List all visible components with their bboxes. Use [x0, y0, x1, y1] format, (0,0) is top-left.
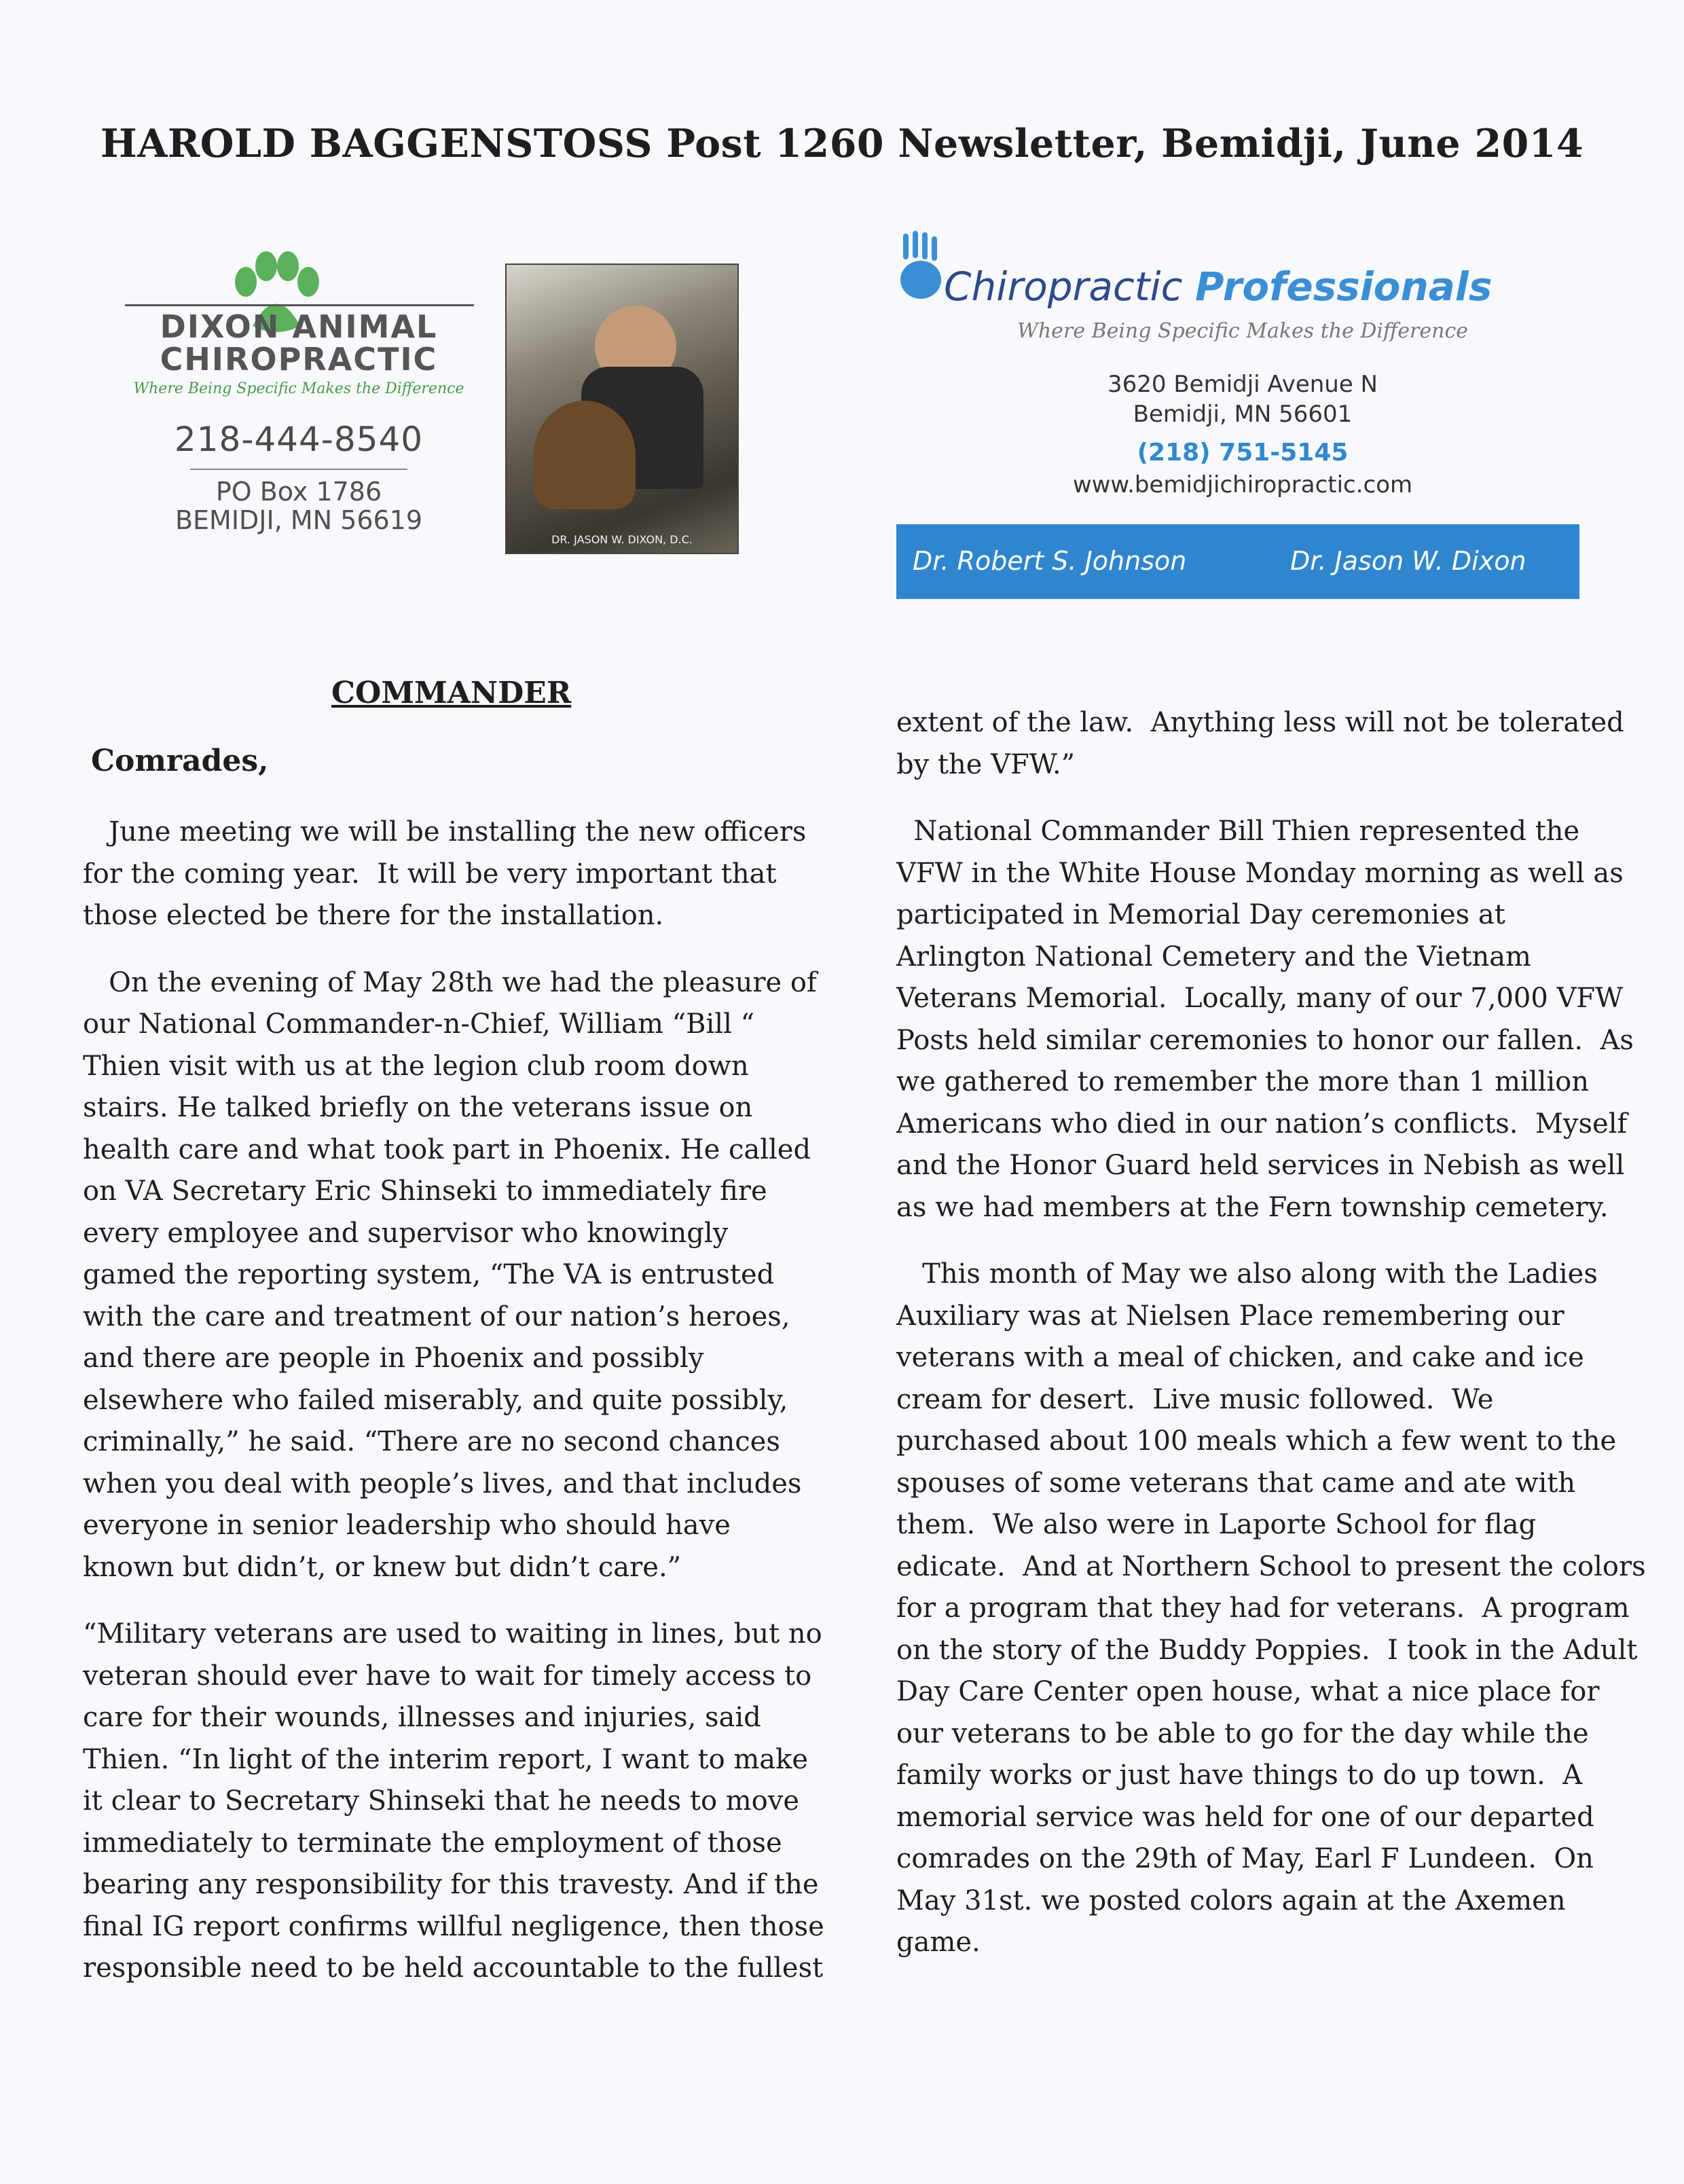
- divider: [125, 304, 474, 306]
- line: June meeting we will be installing the new officers: [83, 816, 807, 848]
- line: game.: [896, 1927, 981, 1958]
- line: on VA Secretary Eric Shinseki to immediately fire: [83, 1176, 767, 1207]
- line: edicate. And at Northern School to present the colors: [896, 1550, 1646, 1582]
- dixon-tagline: Where Being Specific Makes the Difference: [133, 380, 464, 397]
- line: them. We also were in Laporte School for flag: [896, 1509, 1537, 1540]
- line: Veterans Memorial. Locally, many of our 7,000 VFW: [896, 983, 1624, 1014]
- chiropractic-professionals-ad: [896, 231, 1589, 598]
- dixon-city: BEMIDJI, MN 56619: [175, 505, 423, 535]
- line: Day Care Center open house, what a nice place for: [896, 1676, 1600, 1707]
- article-greeting: Comrades,: [91, 744, 269, 778]
- line: Thien visit with us at the legion club room down: [83, 1050, 749, 1082]
- chiro-phone: (218) 751-5145: [1137, 439, 1349, 467]
- divider: [190, 469, 407, 470]
- line: On the evening of May 28th we had the pleasure of: [83, 966, 817, 998]
- line: Americans who died in our nation’s conflicts. Myself: [896, 1108, 1628, 1140]
- doctor-name-1: Dr. Robert S. Johnson: [913, 546, 1187, 576]
- line: care for their wounds, illnesses and injuries, said: [83, 1702, 761, 1733]
- doctor-photo: [505, 263, 739, 554]
- dixon-name-line-2: CHIROPRACTIC: [160, 341, 438, 378]
- line: stairs. He talked briefly on the veterans issue on: [83, 1092, 753, 1123]
- line: when you deal with people’s lives, and that includes: [83, 1468, 802, 1499]
- line: cream for desert. Live music followed. We: [896, 1383, 1494, 1415]
- article-heading: COMMANDER: [331, 676, 572, 710]
- photo-caption: DR. JASON W. DIXON, D.C.: [551, 533, 693, 546]
- line: May 31st. we posted colors again at the Axemen: [896, 1885, 1566, 1916]
- line: our National Commander-n-Chief, William “Bill “: [83, 1008, 755, 1040]
- line: bearing any responsibility for this travesty. And if the: [83, 1869, 819, 1900]
- line: those elected be there for the installation.: [83, 900, 664, 931]
- line: spouses of some veterans that came and ate with: [896, 1467, 1576, 1499]
- line: health care and what took part in Phoenix. He called: [83, 1133, 811, 1165]
- line: as we had members at the Fern township cemetery.: [896, 1191, 1609, 1223]
- article-right-column: [896, 702, 1646, 1964]
- line: for a program that they had for veterans. A program: [896, 1592, 1630, 1624]
- line: family works or just have things to do up town. A: [896, 1760, 1583, 1791]
- chiro-tagline: Where Being Specific Makes the Difference: [1017, 319, 1468, 343]
- chiro-city: Bemidji, MN 56601: [1133, 401, 1353, 428]
- line: VFW in the White House Monday morning as well as: [896, 857, 1624, 889]
- line: known but didn’t, or knew but didn’t care.”: [83, 1551, 682, 1583]
- paragraph: [83, 962, 817, 1589]
- newsletter-title: HAROLD BAGGENSTOSS Post 1260 Newsletter, Bemidji, June 2014: [100, 121, 1584, 166]
- line: criminally,” he said. “There are no second chances: [83, 1426, 780, 1457]
- line: “Military veterans are used to waiting in lines, but no: [83, 1618, 822, 1650]
- dixon-po-box: PO Box 1786: [215, 477, 382, 507]
- line: participated in Memorial Day ceremonies at: [896, 899, 1505, 930]
- line: responsible need to be held accountable to the fullest: [83, 1952, 824, 1984]
- line: extent of the law. Anything less will not be tolerated: [896, 707, 1624, 738]
- paragraph: [896, 811, 1634, 1228]
- line: and there are people in Phoenix and possibly: [83, 1343, 704, 1374]
- paragraph: [83, 812, 807, 937]
- paragraph: [896, 1254, 1646, 1964]
- line: This month of May we also along with the Ladies: [896, 1258, 1598, 1290]
- line: gamed the reporting system, “The VA is entrusted: [83, 1259, 775, 1290]
- line: National Commander Bill Thien represented the: [896, 816, 1580, 847]
- chiro-brand-part-2: Professionals: [1194, 263, 1493, 310]
- chiro-brand-part-1: Chiropractic: [944, 263, 1183, 310]
- doctor-name-2: Dr. Jason W. Dixon: [1290, 546, 1526, 576]
- line: everyone in senior leadership who should have: [83, 1510, 731, 1541]
- line: our veterans to be able to go for the day while the: [896, 1717, 1589, 1749]
- line: Thien. “In light of the interim report, I want to make: [83, 1743, 809, 1775]
- line: on the story of the Buddy Poppies. I took in the Adult: [896, 1634, 1638, 1666]
- line: by the VFW.”: [896, 748, 1076, 780]
- line: purchased about 100 meals which a few went to the: [896, 1425, 1617, 1457]
- chiro-doctors-bar: [896, 524, 1579, 599]
- line: we gathered to remember the more than 1 million: [896, 1066, 1590, 1097]
- line: memorial service was held for one of our departed: [896, 1801, 1594, 1833]
- line: final IG report confirms willful negligence, then those: [83, 1910, 824, 1942]
- paragraph: [896, 702, 1624, 786]
- chiro-brand-name: [944, 263, 1492, 310]
- paragraph: [83, 1614, 824, 1990]
- line: veteran should ever have to wait for timely access to: [83, 1660, 812, 1692]
- line: veterans with a meal of chicken, and cake and ice: [896, 1342, 1584, 1373]
- line: immediately to terminate the employment of those: [83, 1827, 782, 1859]
- line: elsewhere who failed miserably, and quite possibly,: [83, 1384, 788, 1416]
- dixon-name-line-1: DIXON ANIMAL: [160, 308, 438, 345]
- chiro-address: 3620 Bemidji Avenue N: [1108, 371, 1378, 398]
- line: comrades on the 29th of May, Earl F Lundeen. On: [896, 1843, 1594, 1874]
- dixon-phone: 218-444-8540: [174, 420, 424, 459]
- dixon-animal-chiropractic-ad: [109, 251, 489, 550]
- line: for the coming year. It will be very important that: [83, 858, 777, 890]
- chiro-website: www.bemidjichiropractic.com: [1072, 471, 1413, 498]
- line: and the Honor Guard held services in Nebish as well: [896, 1150, 1625, 1181]
- line: Posts held similar ceremonies to honor our fallen. As: [896, 1024, 1634, 1056]
- line: with the care and treatment of our nation’s heroes,: [83, 1300, 790, 1332]
- article-left-column: [83, 812, 824, 1990]
- hand-print-icon: [896, 231, 951, 306]
- line: Arlington National Cemetery and the Vietnam: [896, 941, 1531, 972]
- line: Auxiliary was at Nielsen Place remembering our: [896, 1300, 1564, 1332]
- line: it clear to Secretary Shinseki that he needs to move: [83, 1785, 800, 1817]
- line: every employee and supervisor who knowingly: [83, 1217, 729, 1249]
- photo-dog: [534, 401, 636, 509]
